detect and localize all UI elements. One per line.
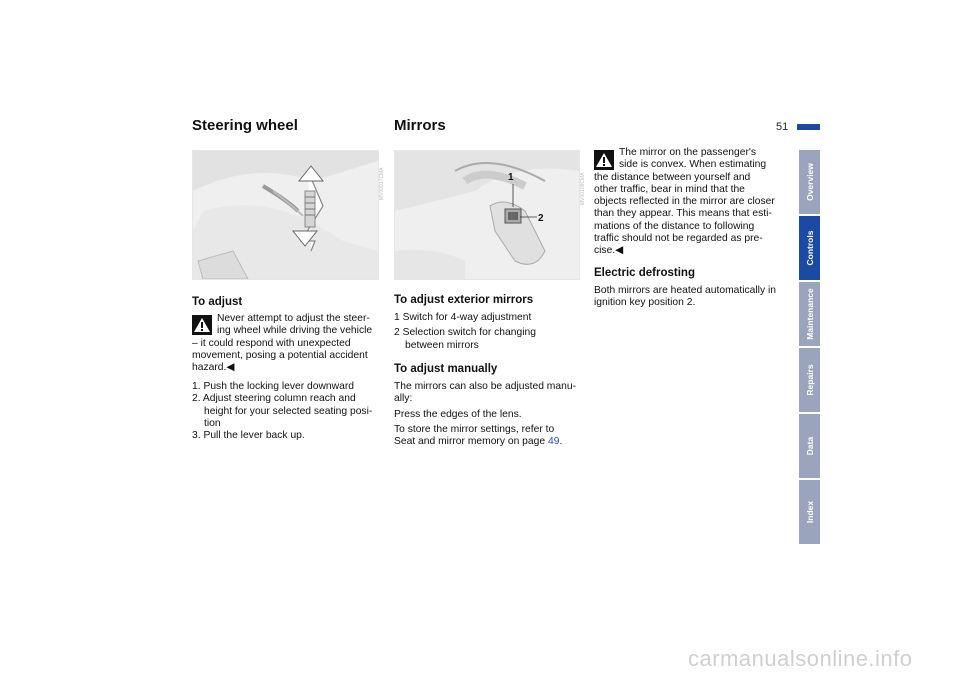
tab-data[interactable] xyxy=(799,414,820,478)
warning-line: other traffic, bear in mind that the xyxy=(594,183,745,195)
text-line: The mirrors can also be adjusted manu- xyxy=(394,381,576,392)
warning-line: The mirror on the passenger's xyxy=(619,147,757,158)
tab-label: Repairs xyxy=(804,364,815,396)
step-item: height for your selected seating posi- xyxy=(204,405,373,417)
list-item: 2 Selection switch for changing xyxy=(394,327,536,339)
list-item: between mirrors xyxy=(405,339,479,351)
page-49-link[interactable]: 49 xyxy=(547,436,560,448)
warning-line: objects reflected in the mirror are closer xyxy=(594,196,775,208)
list-item: 1 Switch for 4-way adjustment xyxy=(394,312,532,323)
heading-to-adjust: To adjust xyxy=(192,296,243,308)
steering-column-drawing xyxy=(193,151,378,279)
steering-warning-line: – it could respond with unexpected xyxy=(192,337,351,349)
mirror-switch-illustration xyxy=(394,150,580,280)
steering-warning-line: ing wheel while driving the vehicle xyxy=(217,325,373,337)
text-line xyxy=(394,436,589,448)
warning-line: side is convex. When estimating xyxy=(619,159,767,171)
step-item: tion xyxy=(204,417,221,429)
page-number: 51 xyxy=(776,121,789,133)
tab-repairs[interactable] xyxy=(799,348,820,412)
step-item: 3. Pull the lever back up. xyxy=(192,430,305,442)
convex-mirror-warning xyxy=(594,147,790,258)
callout-1: 1 xyxy=(508,172,514,183)
period: . xyxy=(559,436,563,448)
steering-warning xyxy=(192,313,377,374)
tab-controls[interactable] xyxy=(799,216,820,280)
tab-label: Overview xyxy=(804,163,815,201)
warning-line: traffic should not be regarded as pre- xyxy=(594,233,763,245)
tab-label: Maintenance xyxy=(804,288,815,340)
text-line: ignition key position 2. xyxy=(594,297,696,309)
steering-column-illustration xyxy=(192,150,379,280)
callout-2: 2 xyxy=(538,213,544,224)
warning-line: mations of the distance to following xyxy=(594,220,755,232)
heading-electric-defrosting: Electric defrosting xyxy=(594,267,695,279)
step-item: 1. Push the locking lever downward xyxy=(192,381,354,392)
watermark: carmanualsonline.info xyxy=(688,646,913,671)
text-line: ally: xyxy=(394,393,413,405)
tab-overview[interactable] xyxy=(799,150,820,214)
text-line: To store the mirror settings, refer to xyxy=(394,423,555,435)
text-line: Press the edges of the lens. xyxy=(394,408,522,420)
tab-label: Controls xyxy=(804,230,815,266)
warning-line: cise.◀ xyxy=(594,245,624,257)
heading-adjust-manually: To adjust manually xyxy=(394,363,498,375)
steering-warning-line: Never attempt to adjust the steer- xyxy=(217,313,370,324)
mirror-switch-drawing xyxy=(395,151,579,279)
tab-index[interactable] xyxy=(799,480,820,544)
steering-warning-line: movement, posing a potential accident xyxy=(192,349,368,361)
warning-line: than they appear. This means that esti- xyxy=(594,208,772,220)
section-title-mirrors: Mirrors xyxy=(394,117,446,134)
text-line: Both mirrors are heated automatically in xyxy=(594,285,776,296)
tab-maintenance[interactable] xyxy=(799,282,820,346)
tab-label: Data xyxy=(804,436,815,456)
steering-warning-line: hazard.◀ xyxy=(192,362,235,374)
tab-label: Index xyxy=(804,500,815,524)
steering-image-code: MV00917CMA xyxy=(379,167,385,200)
step-item: 2. Adjust steering column reach and xyxy=(192,393,356,405)
heading-adjust-exterior-mirrors: To adjust exterior mirrors xyxy=(394,294,534,306)
section-tabs xyxy=(799,150,820,546)
warning-line: the distance between yourself and xyxy=(594,171,751,183)
text-span: Seat and mirror memory on page xyxy=(394,436,546,448)
manual-adjust-text xyxy=(394,381,589,448)
steering-steps xyxy=(192,381,382,442)
mirror-parts-list xyxy=(394,312,584,352)
header-accent-bar xyxy=(797,124,820,130)
section-title-steering: Steering wheel xyxy=(192,117,298,134)
defrost-text xyxy=(594,285,790,310)
mirror-image-code: MV00108CMA xyxy=(580,172,586,205)
